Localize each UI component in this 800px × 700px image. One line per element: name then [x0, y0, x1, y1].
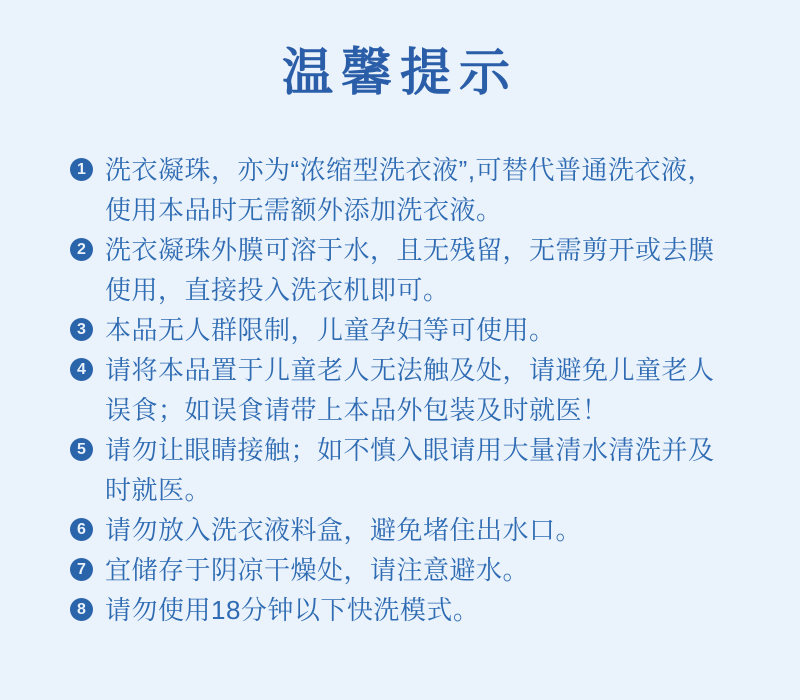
tip-item	[70, 150, 738, 230]
tip-text: 洗衣凝珠外膜可溶于水，且无残留，无需剪开或去膜使用，直接投入洗衣机即可。	[105, 235, 715, 305]
tip-number-badge: 5	[70, 438, 93, 461]
tip-text: 洗衣凝珠，亦为“浓缩型洗衣液”,可替代普通洗衣液，使用本品时无需额外添加洗衣液。	[105, 155, 715, 225]
tip-text: 请勿放入洗衣液料盒，避免堵住出水口。	[105, 515, 583, 545]
tip-text: 请勿让眼睛接触；如不慎入眼请用大量清水清洗并及时就医。	[105, 435, 715, 505]
tip-item	[70, 590, 738, 630]
tip-item	[70, 230, 738, 310]
tip-text: 请将本品置于儿童老人无法触及处，请避免儿童老人误食；如误食请带上本品外包装及时就医！	[105, 355, 715, 425]
tip-number-badge: 3	[70, 318, 93, 341]
tip-item	[70, 510, 738, 550]
tip-item	[70, 310, 738, 350]
tip-number-badge: 6	[70, 518, 93, 541]
tip-number-badge: 8	[70, 598, 93, 621]
tip-number-badge: 1	[70, 158, 93, 181]
tip-number-badge: 4	[70, 358, 93, 381]
tip-text: 请勿使用18分钟以下快洗模式。	[105, 595, 480, 625]
tip-item	[70, 550, 738, 590]
page-title: 温馨提示	[281, 44, 518, 101]
tip-number-badge: 2	[70, 238, 93, 261]
tip-text: 宜储存于阴凉干燥处，请注意避水。	[105, 555, 530, 585]
tip-text: 本品无人群限制，儿童孕妇等可使用。	[105, 315, 556, 345]
tips-list	[0, 150, 800, 630]
tip-item	[70, 430, 738, 510]
tip-item	[70, 350, 738, 430]
tip-number-badge: 7	[70, 558, 93, 581]
